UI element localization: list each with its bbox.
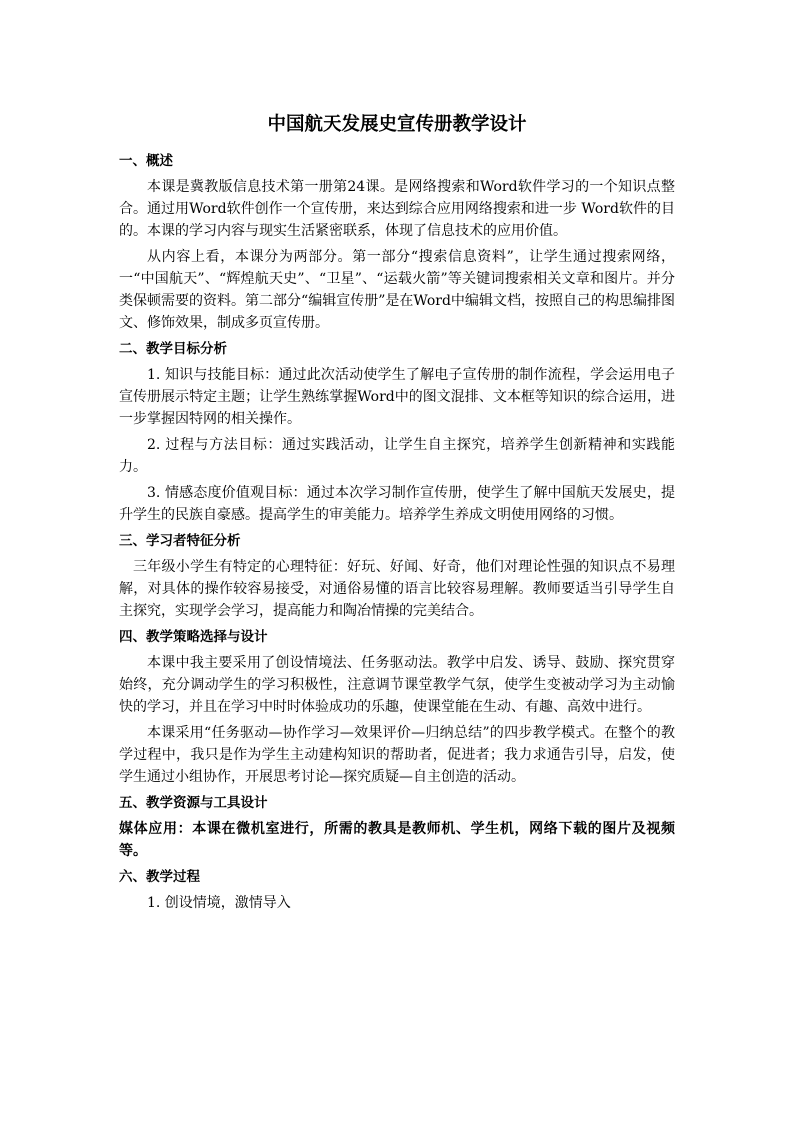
paragraph: 从内容上看，本课分为两部分。第一部分“搜索信息资料”，让学生通过搜索网络，一“中国航天”、“辉煌航天史”、“卫星”、“运载火箭”等关键词搜索相关文章和图片。并分类保顿需要的资料。第二部分“编辑宣传册”是在Word中编辑文档，按照自己的构思编排图文、修饰效果，制成多页宣传册。 — [119, 249, 675, 331]
section-heading: 一、概述 — [119, 153, 173, 169]
paragraph: 1. 知识与技能目标：通过此次活动使学生了解电子宣传册的制作流程，学会运用电子宣传册展示特定主题；让学生熟练掌握Word中的图文混排、文本框等知识的综合运用，进一步掌握因特网的相关操作。 — [119, 367, 675, 427]
paragraph: 3. 情感态度价值观目标：通过本次学习制作宣传册，使学生了解中国航天发展史，提升学生的民族自豪感。提高学生的审美能力。培养学生养成文明使用网络的习惯。 — [119, 485, 675, 523]
section-heading: 二、教学目标分析 — [119, 341, 227, 357]
paragraph: 本课采用“任务驱动—协作学习—效果评价—归纳总结”的四步教学模式。在整个的教学过程中，我只是作为学生主动建构知识的帮助者，促进者；我力求通告引导，启发，使学生通过小组协作，开展思考讨论—探究质疑—自主创造的活动。 — [119, 725, 675, 785]
document-content — [119, 112, 675, 918]
document-title: 中国航天发展史宣传册教学设计 — [267, 114, 527, 135]
paragraph: 本课是冀教版信息技术第一册第24课。是网络搜索和Word软件学习的一个知识点整合。通过用Word软件创作一个宣传册，来达到综合应用网络搜索和进一步 Word软件的目的。本课的学习内容与现实生活紧密联系，体现了信息技术的应用价值。 — [119, 179, 675, 239]
section-heading: 五、教学资源与工具设计 — [119, 795, 268, 811]
paragraph: 2. 过程与方法目标：通过实践活动，让学生自主探究，培养学生创新精神和实践能力。 — [119, 437, 675, 475]
paragraph: 三年级小学生有特定的心理特征：好玩、好闻、好奇，他们对理论性强的知识点不易理解，对具体的操作较容易接受，对通俗易懂的语言比较容易理解。教师要适当引导学生自主探究，实现学会学习，提高能力和陶冶情操的完美结合。 — [119, 559, 675, 619]
section-heading: 三、学习者特征分析 — [119, 533, 241, 549]
paragraph: 本课中我主要采用了创设情境法、任务驱动法。教学中启发、诱导、鼓励、探究贯穿始终，充分调动学生的学习积极性，注意调节课堂教学气氛，使学生变被动学习为主动愉快的学习，并且在学习中时时体验成功的乐趣，使课堂能在生动、有趣、高效中进行。 — [119, 655, 675, 715]
section-teaching-goals — [119, 338, 675, 526]
section-teaching-process — [119, 866, 675, 914]
section-learner-analysis — [119, 530, 675, 622]
section-resources — [119, 792, 675, 862]
section-teaching-strategy — [119, 626, 675, 788]
paragraph-media: 媒体应用：本课在微机室进行，所需的教具是教师机、学生机，网络下载的图片及视频等。 — [119, 821, 675, 859]
section-heading: 四、教学策略选择与设计 — [119, 629, 268, 645]
section-heading: 六、教学过程 — [119, 869, 200, 885]
section-overview — [119, 150, 675, 334]
paragraph: 1. 创设情境，激情导入 — [147, 895, 291, 911]
